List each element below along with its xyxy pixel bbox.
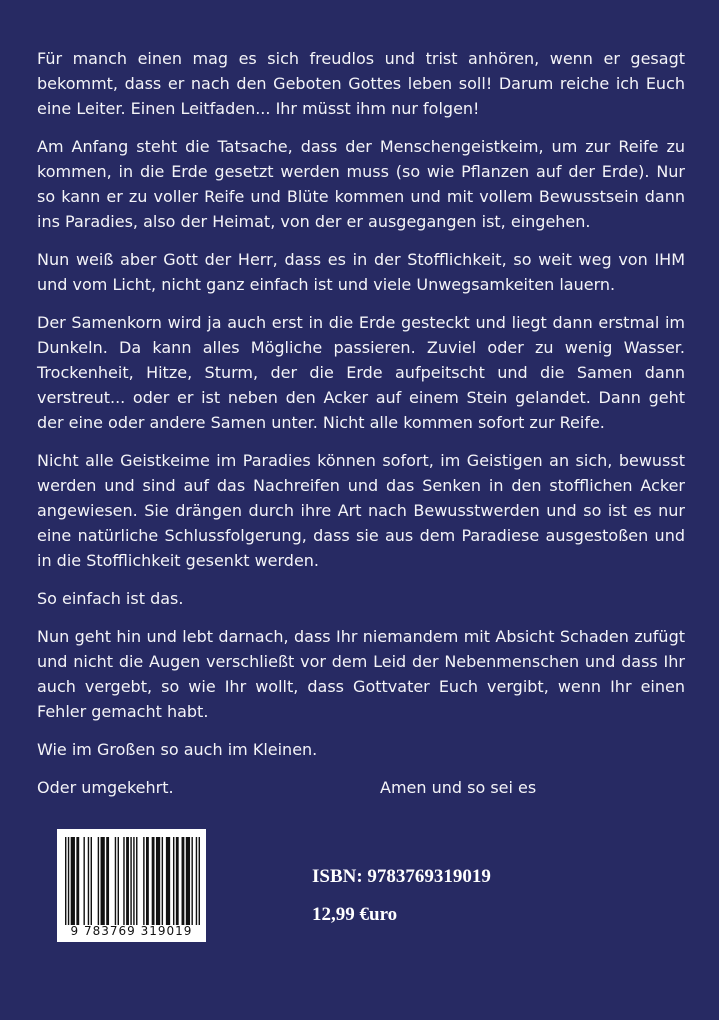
barcode-bar bbox=[88, 837, 89, 925]
barcode-bar bbox=[71, 837, 75, 925]
paragraph: So einfach ist das. bbox=[37, 589, 184, 608]
isbn-info bbox=[312, 858, 491, 934]
barcode-bar bbox=[173, 837, 174, 925]
barcode-bar bbox=[123, 837, 124, 925]
paragraph: Nun weiß aber Gott der Herr, dass es in der Stofflichkeit, so weit weg von IHM und vom Licht, nicht ganz einfach ist und viele Unwegsamkeiten lauern. bbox=[37, 250, 685, 294]
paragraph: Nicht alle Geistkeime im Paradies können sofort, im Geistigen an sich, bewusst werden und sind auf das Nachreifen und das Senken in den stofflichen Acker angewiesen. Sie drängen durch ihre Art nach Bewusstwerden und so ist es nur eine natürliche Schlussfolgerung, dass sie aus dem Paradiese ausgestoßen und in die Stofflichkeit gesenkt werden. bbox=[37, 451, 685, 570]
barcode-bar bbox=[182, 837, 185, 925]
closing-right-text: Amen und so sei es bbox=[380, 778, 537, 797]
barcode-bar bbox=[143, 837, 144, 925]
closing-left-text: Oder umgekehrt. bbox=[37, 778, 174, 797]
paragraph: Nun geht hin und lebt darnach, dass Ihr niemandem mit Absicht Schaden zufügt und nicht die Augen verschließt vor dem Leid der Nebenmenschen und dass Ihr auch vergebt, so wie Ihr wollt, dass Gottvater Euch vergibt, wenn Ihr einen Fehler gemacht habt. bbox=[37, 627, 685, 721]
barcode-bar bbox=[106, 837, 109, 925]
paragraph: Am Anfang steht die Tatsache, dass der Menschengeistkeim, um zur Reife zu kommen, in die Erde gesetzt werden muss (so wie Pflanzen auf der Erde). Nur so kann er zu voller Reife und Blüte kommen und mit vollem Bewusstsein dann ins Paradies, also der Heimat, von der er ausgegangen ist, eingehen. bbox=[37, 137, 685, 231]
barcode-bar bbox=[101, 837, 105, 925]
barcode bbox=[57, 829, 206, 942]
barcode-bar bbox=[196, 837, 197, 925]
price: 12,99 €uro bbox=[312, 904, 398, 925]
barcode-bar bbox=[176, 837, 179, 925]
barcode-bar bbox=[133, 837, 134, 925]
barcode-bar bbox=[191, 837, 192, 925]
barcode-bar bbox=[152, 837, 155, 925]
barcode-bar bbox=[76, 837, 79, 925]
barcode-bar bbox=[162, 837, 163, 925]
paragraph: Wie im Großen so auch im Kleinen. bbox=[37, 740, 318, 759]
barcode-bar bbox=[118, 837, 119, 925]
barcode-digits: 9 783769 319019 bbox=[70, 924, 193, 938]
barcode-bar bbox=[146, 837, 149, 925]
barcode-bar bbox=[186, 837, 190, 925]
closing-line bbox=[37, 775, 685, 800]
barcode-bar bbox=[166, 837, 170, 925]
barcode-bar bbox=[136, 837, 137, 925]
paragraph: Für manch einen mag es sich freudlos und trist anhören, wenn er gesagt bekommt, dass er nach den Geboten Gottes leben soll! Darum reiche ich Euch eine Leiter. Einen Leitfaden... Ihr müsst ihm nur folgen! bbox=[37, 49, 685, 118]
back-cover-text bbox=[37, 46, 685, 800]
barcode-bar bbox=[65, 837, 66, 925]
isbn-number: ISBN: 9783769319019 bbox=[312, 866, 491, 887]
barcode-bar bbox=[126, 837, 129, 925]
barcode-bar bbox=[98, 837, 99, 925]
barcode-bars bbox=[65, 837, 200, 925]
barcode-bar bbox=[83, 837, 84, 925]
barcode-bar bbox=[68, 837, 69, 925]
paragraph: Der Samenkorn wird ja auch erst in die Erde gesteckt und liegt dann erstmal im Dunkeln. Da kann alles Mögliche passieren. Zuviel oder zu wenig Wasser. Trockenheit, Hitze, Sturm, der die Erde aufpeitscht und die Samen dann verstreut... oder er ist neben den Acker auf einem Stein gelandet. Dann geht der eine oder andere Samen unter. Nicht alle kommen sofort zur Reife. bbox=[37, 313, 685, 432]
barcode-bar bbox=[199, 837, 200, 925]
barcode-bar bbox=[156, 837, 160, 925]
barcode-bar bbox=[130, 837, 131, 925]
barcode-bar bbox=[115, 837, 116, 925]
barcode-bar bbox=[91, 837, 92, 925]
